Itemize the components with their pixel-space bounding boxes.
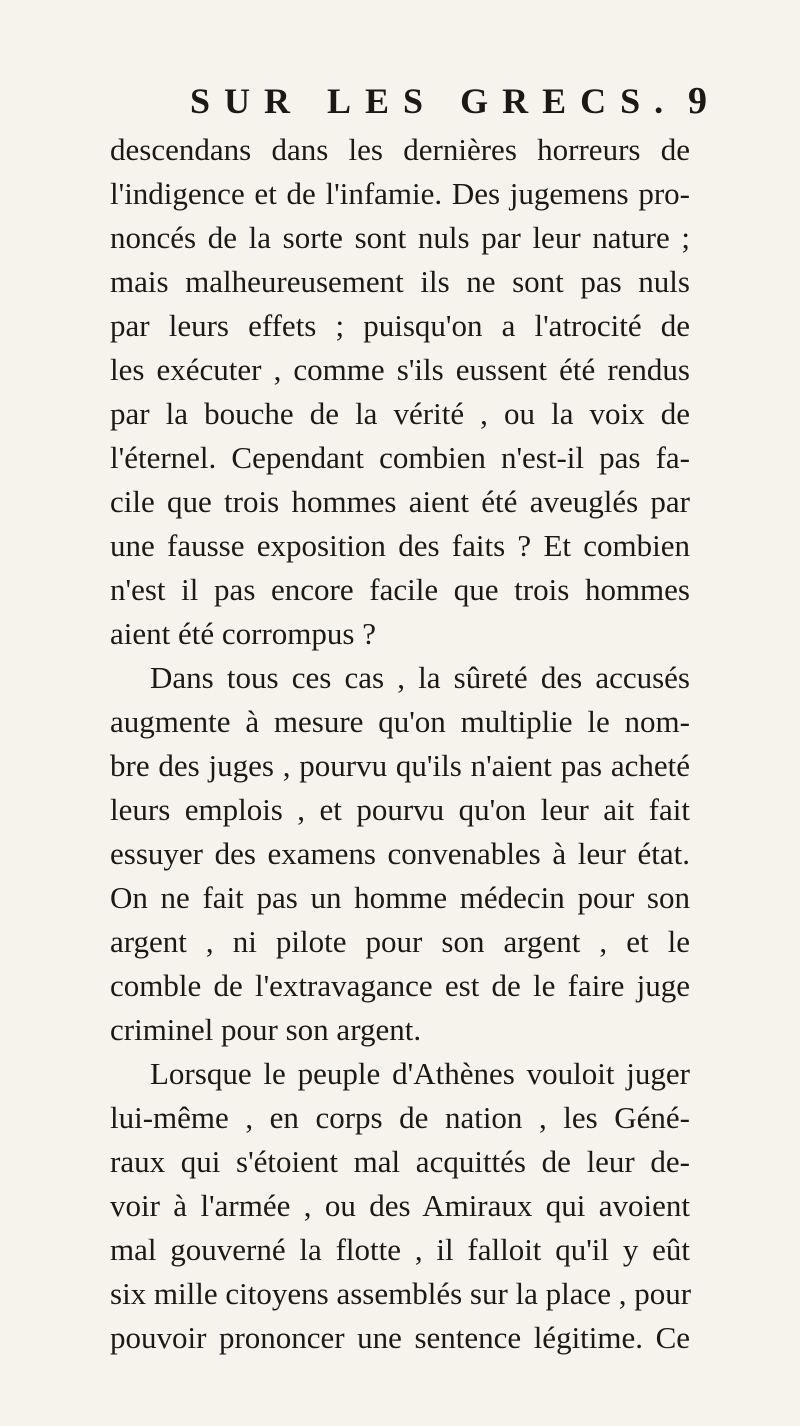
text-line: Lorsque le peuple d'Athènes vouloit juger	[150, 1056, 690, 1091]
text-line: noncés de la sorte sont nuls par leur nature ;	[110, 220, 690, 255]
text-line: essuyer des examens convenables à leur état.	[110, 836, 690, 871]
text-line: par la bouche de la vérité , ou la voix de	[110, 396, 690, 431]
text-line: leurs emplois , et pourvu qu'on leur ait fait	[110, 792, 690, 827]
text-line: On ne fait pas un homme médecin pour son	[110, 880, 690, 915]
text-line: Dans tous ces cas , la sûreté des accusés	[150, 660, 690, 695]
text-line: mais malheureusement ils ne sont pas nuls	[110, 264, 690, 299]
text-line: l'indigence et de l'infamie. Des jugemens pro-	[110, 176, 690, 211]
text-line: voir à l'armée , ou des Amiraux qui avoient	[110, 1188, 690, 1223]
page-header	[0, 76, 800, 126]
text-line: augmente à mesure qu'on multiplie le nom-	[110, 704, 690, 739]
text-line: lui-même , en corps de nation , les Géné-	[110, 1100, 690, 1135]
running-head: SUR LES GRECS.	[190, 81, 678, 121]
text-line: comble de l'extravagance est de le faire juge	[110, 968, 690, 1003]
page-number: 9	[688, 80, 707, 122]
text-line: pouvoir prononcer une sentence légitime. Ce	[110, 1320, 690, 1355]
text-line: l'éternel. Cependant combien n'est-il pas fa-	[110, 440, 690, 475]
text-line: descendans dans les dernières horreurs de	[110, 132, 690, 167]
text-line: argent , ni pilote pour son argent , et le	[110, 924, 690, 959]
text-line: par leurs effets ; puisqu'on a l'atrocité de	[110, 308, 690, 343]
text-line: six mille citoyens assemblés sur la place , pour	[110, 1276, 692, 1311]
text-line: cile que trois hommes aient été aveuglés par	[110, 484, 690, 519]
text-line: bre des juges , pourvu qu'ils n'aient pas acheté	[110, 748, 690, 783]
text-line: criminel pour son argent.	[110, 1012, 422, 1047]
text-line: les exécuter , comme s'ils eussent été rendus	[110, 352, 690, 387]
text-line: raux qui s'étoient mal acquittés de leur de-	[110, 1144, 690, 1179]
text-line: mal gouverné la flotte , il falloit qu'il y eût	[110, 1232, 690, 1267]
text-line: aient été corrompus ?	[110, 616, 376, 651]
text-line: n'est il pas encore facile que trois hommes	[110, 572, 690, 607]
text-line: une fausse exposition des faits ? Et combien	[110, 528, 690, 563]
